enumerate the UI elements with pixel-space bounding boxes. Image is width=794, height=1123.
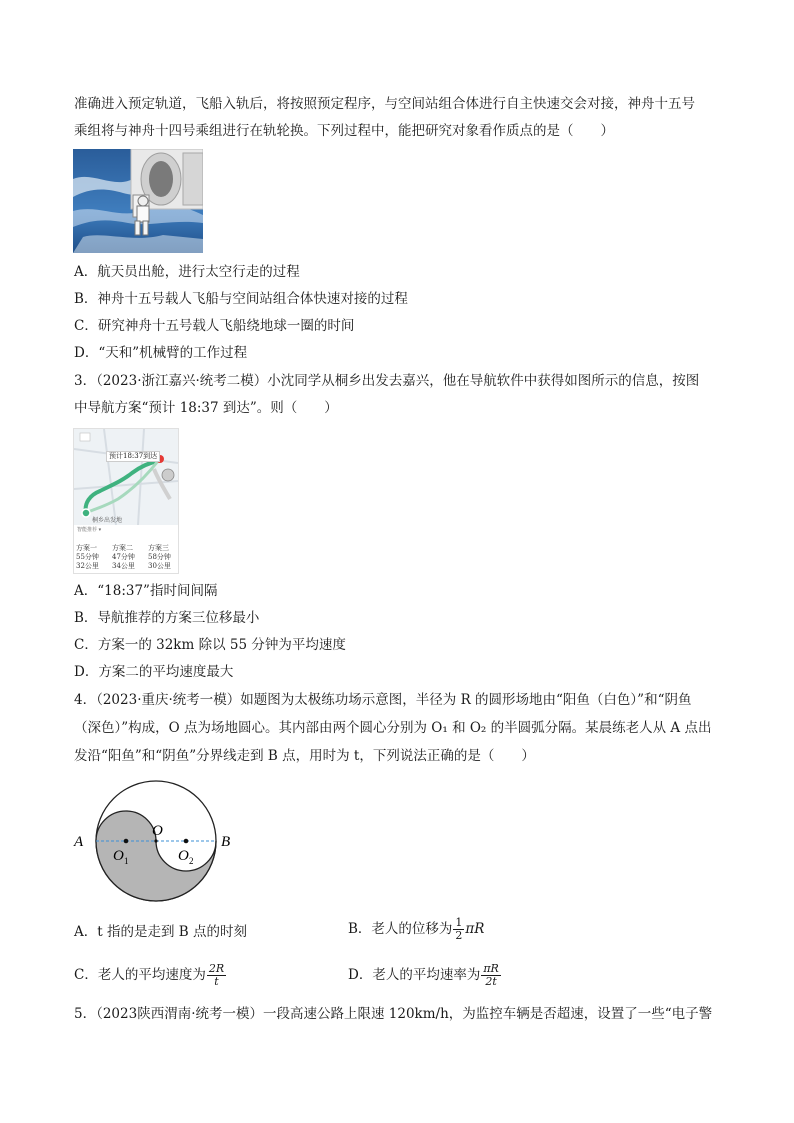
q3-option-c: C．方案一的 32km 除以 55 分钟为平均速度 [74,637,346,653]
q4-option-c-denominator: t [214,975,219,988]
plan-3-name: 方案三 [148,544,169,552]
label-a: A [74,834,84,850]
q4-option-b-fraction [453,917,464,942]
plan-1-name: 方案一 [76,544,97,552]
q3-option-b: B．导航推荐的方案三位移最小 [74,610,260,626]
q4-option-d-denominator: 2t [485,975,497,988]
plan-2-distance: 34公里 [112,562,135,570]
q4-option-d [348,963,502,988]
q2-option-c: C．研究神舟十五号载人飞船绕地球一圈的时间 [74,318,355,334]
q4-option-c [74,963,227,988]
eta-bubble: 预计18:37到达 [106,451,160,462]
q2-text-line2: 乘组将与神舟十四号乘组进行在轨轮换。下列过程中，能把研究对象看作质点的是（ ） [74,123,614,139]
q4-option-b-numerator: 1 [455,916,463,929]
q3-text-line2: 中导航方案“预计 18:37 到达”。则（ ） [74,400,338,416]
plan-1-distance: 32公里 [76,562,99,570]
q2-option-a: A．航天员出舱，进行太空行走的过程 [74,264,300,280]
recommend-label: 智能推荐 ▾ [77,527,102,533]
q4-option-c-prefix: C．老人的平均速度为 [74,967,206,983]
q4-option-d-numerator: πR [483,962,499,975]
q4-option-b-prefix: B．老人的位移为 [348,921,453,937]
plan-1-time: 55分钟 [76,553,99,561]
plan-2[interactable] [112,544,146,571]
q3-option-d: D．方案二的平均速度最大 [74,664,234,680]
q4-option-b-suffix: πR [465,921,485,937]
q2-option-b: B．神舟十五号载人飞船与空间站组合体快速对接的过程 [74,291,408,307]
q4-option-a: A．t 指的是走到 B 点的时刻 [74,924,247,940]
q2-option-d: D．“天和”机械臂的工作过程 [74,345,248,361]
route-plan-panel [74,525,178,573]
label-o: O [152,823,163,839]
label-o1: O [113,848,124,864]
q4-text-line1: 4．（2023·重庆·统考一模）如题图为太极练功场示意图，半径为 R 的圆形场地由“阳鱼（白色）”和“阴鱼 [74,692,692,708]
q4-option-d-prefix: D．老人的平均速率为 [348,967,481,983]
center-o1-dot [124,839,129,844]
taiji-diagram [70,778,246,904]
q4-option-b [348,917,484,942]
plan-2-name: 方案二 [112,544,133,552]
q4-text-line3: 发沿“阳鱼”和“阴鱼”分界线走到 B 点，用时为 t，下列说法正确的是（ ） [74,748,535,764]
label-o1-subscript: 1 [124,856,129,866]
q4-option-d-fraction [481,963,501,988]
q4-option-b-denominator: 2 [455,929,463,942]
plan-2-time: 47分钟 [112,553,135,561]
label-b: B [221,834,231,850]
q5-text-line1: 5．（2023陕西渭南·统考一模）一段高速公路上限速 120km/h，为监控车辆是否超速，设置了一些“电子警 [74,1006,713,1022]
navigation-map-screenshot [73,428,179,574]
q4-option-c-fraction [207,963,226,988]
center-o2-dot [184,839,189,844]
plan-3-time: 58分钟 [148,553,171,561]
q3-text-line1: 3．（2023·浙江嘉兴·统考二模）小沈同学从桐乡出发去嘉兴，他在导航软件中获得如图所示的信息，按图 [74,373,700,389]
center-o-dot [154,839,157,842]
q4-text-line2: （深色）”构成，O 点为场地圆心。其内部由两个圆心分别为 O₁ 和 O₂ 的半圆弧分隔。某晨练老人从 A 点出 [74,720,712,736]
astronaut-photo [73,149,203,253]
label-o2-subscript: 2 [189,856,194,866]
label-o2: O [178,848,189,864]
plan-3[interactable] [148,544,179,571]
start-label: 桐乡出发地 [92,517,123,524]
plan-3-distance: 30公里 [148,562,171,570]
q2-text-line1: 准确进入预定轨道，飞船入轨后，将按照预定程序，与空间站组合体进行自主快速交会对接，神舟十五号 [74,96,695,112]
q4-option-c-numerator: 2R [208,962,225,975]
plan-1[interactable] [76,544,110,571]
q3-option-a: A．“18:37”指时间间隔 [74,583,218,599]
